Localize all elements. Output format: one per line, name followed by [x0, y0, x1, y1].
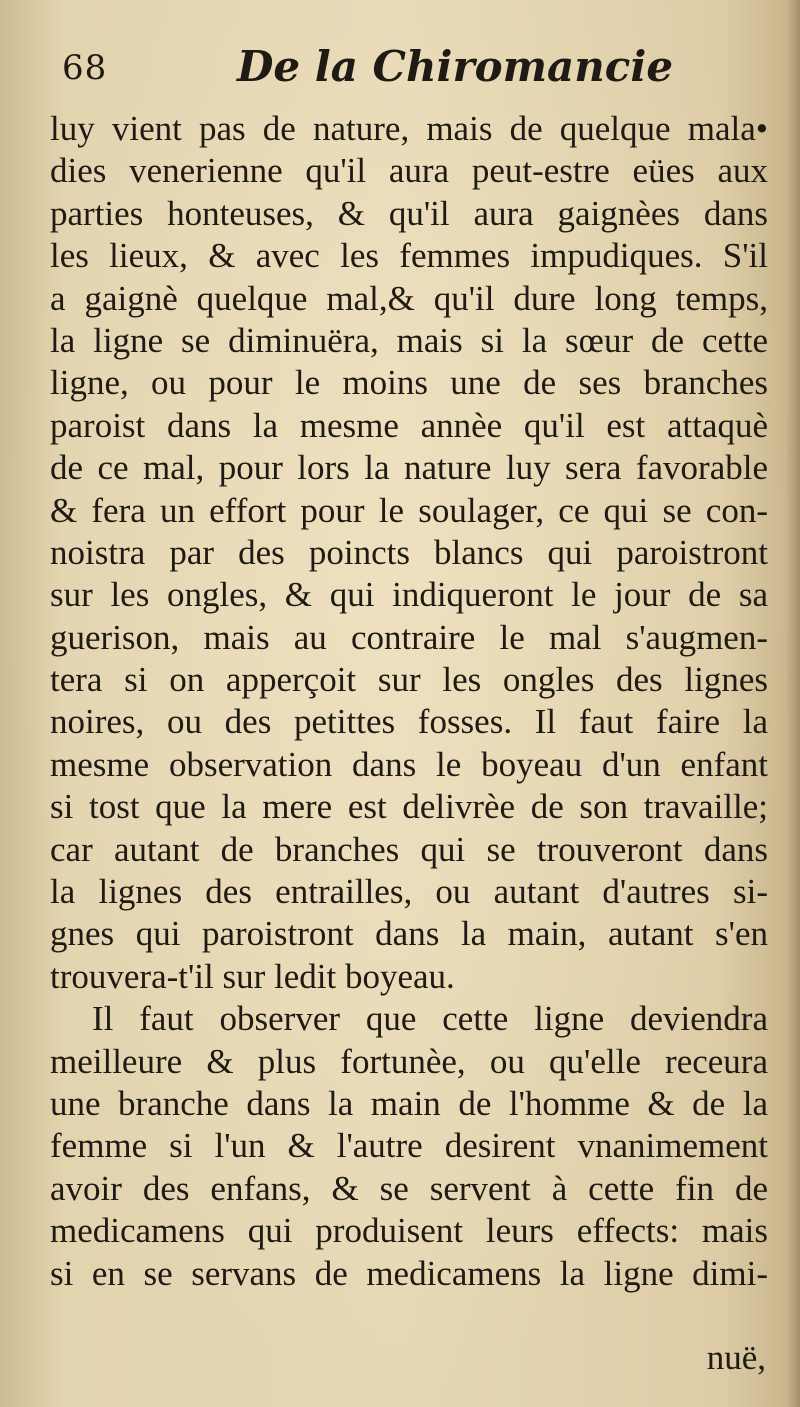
text-line: dies venerienne qu'il aura peut-estre eües aux [50, 151, 768, 191]
text-line: luy vient pas de nature, mais de quelque mala• [50, 109, 768, 148]
text-line: trouvera-t'il sur ledit boyeau. [50, 956, 455, 996]
text-line: medicamens qui produisent leurs effects: mais [50, 1211, 768, 1251]
text-line: guerison, mais au contraire le mal s'augmen- [50, 617, 768, 657]
text-line: gnes qui paroistront dans la main, autant s'en [50, 914, 768, 954]
text-line: ligne, ou pour le moins une de ses branches [50, 363, 768, 403]
body-text [50, 108, 768, 1295]
text-line: noires, ou des petittes fosses. Il faut faire la [50, 702, 768, 742]
text-line: la lignes des entrailles, ou autant d'autres si- [50, 872, 768, 912]
page-header [52, 40, 760, 100]
text-line: les lieux, & avec les femmes impudiques. S'il [50, 236, 768, 276]
text-line: noistra par des poincts blancs qui paroistront [50, 532, 768, 572]
text-line: la ligne se diminuëra, mais si la sœur de cette [50, 320, 768, 360]
catchword: nuë, [706, 1338, 766, 1377]
text-line: Il faut observer que cette ligne deviendra [92, 999, 768, 1039]
text-line: de ce mal, pour lors la nature luy sera favorable [50, 448, 768, 488]
running-title: De la Chiromancie [237, 42, 674, 91]
text-line: tera si on apperçoit sur les ongles des lignes [50, 660, 768, 700]
text-line: car autant de branches qui se trouveront dans [50, 829, 768, 869]
text-line: une branche dans la main de l'homme & de la [50, 1083, 768, 1123]
text-line: mesme observation dans le boyeau d'un enfant [50, 744, 768, 784]
text-line: avoir des enfans, & se servent à cette fin de [50, 1168, 768, 1208]
text-line: si en se servans de medicamens la ligne dimi- [50, 1253, 768, 1293]
text-line: sur les ongles, & qui indiqueront le jour de sa [50, 575, 768, 615]
text-line: si tost que la mere est delivrèe de son travaille; [50, 787, 768, 827]
text-line: femme si l'un & l'autre desirent vnanimement [50, 1126, 768, 1166]
page-number: 68 [62, 48, 108, 88]
text-line: a gaignè quelque mal,& qu'il dure long temps, [50, 278, 768, 318]
page-edge-shadow [786, 0, 800, 1407]
text-line: parties honteuses, & qu'il aura gaignèes dans [50, 193, 768, 233]
text-line: meilleure & plus fortunèe, ou qu'elle receura [50, 1041, 768, 1081]
text-line: paroist dans la mesme annèe qu'il est attaquè [50, 405, 768, 445]
text-line: & fera un effort pour le soulager, ce qui se con- [50, 490, 768, 530]
